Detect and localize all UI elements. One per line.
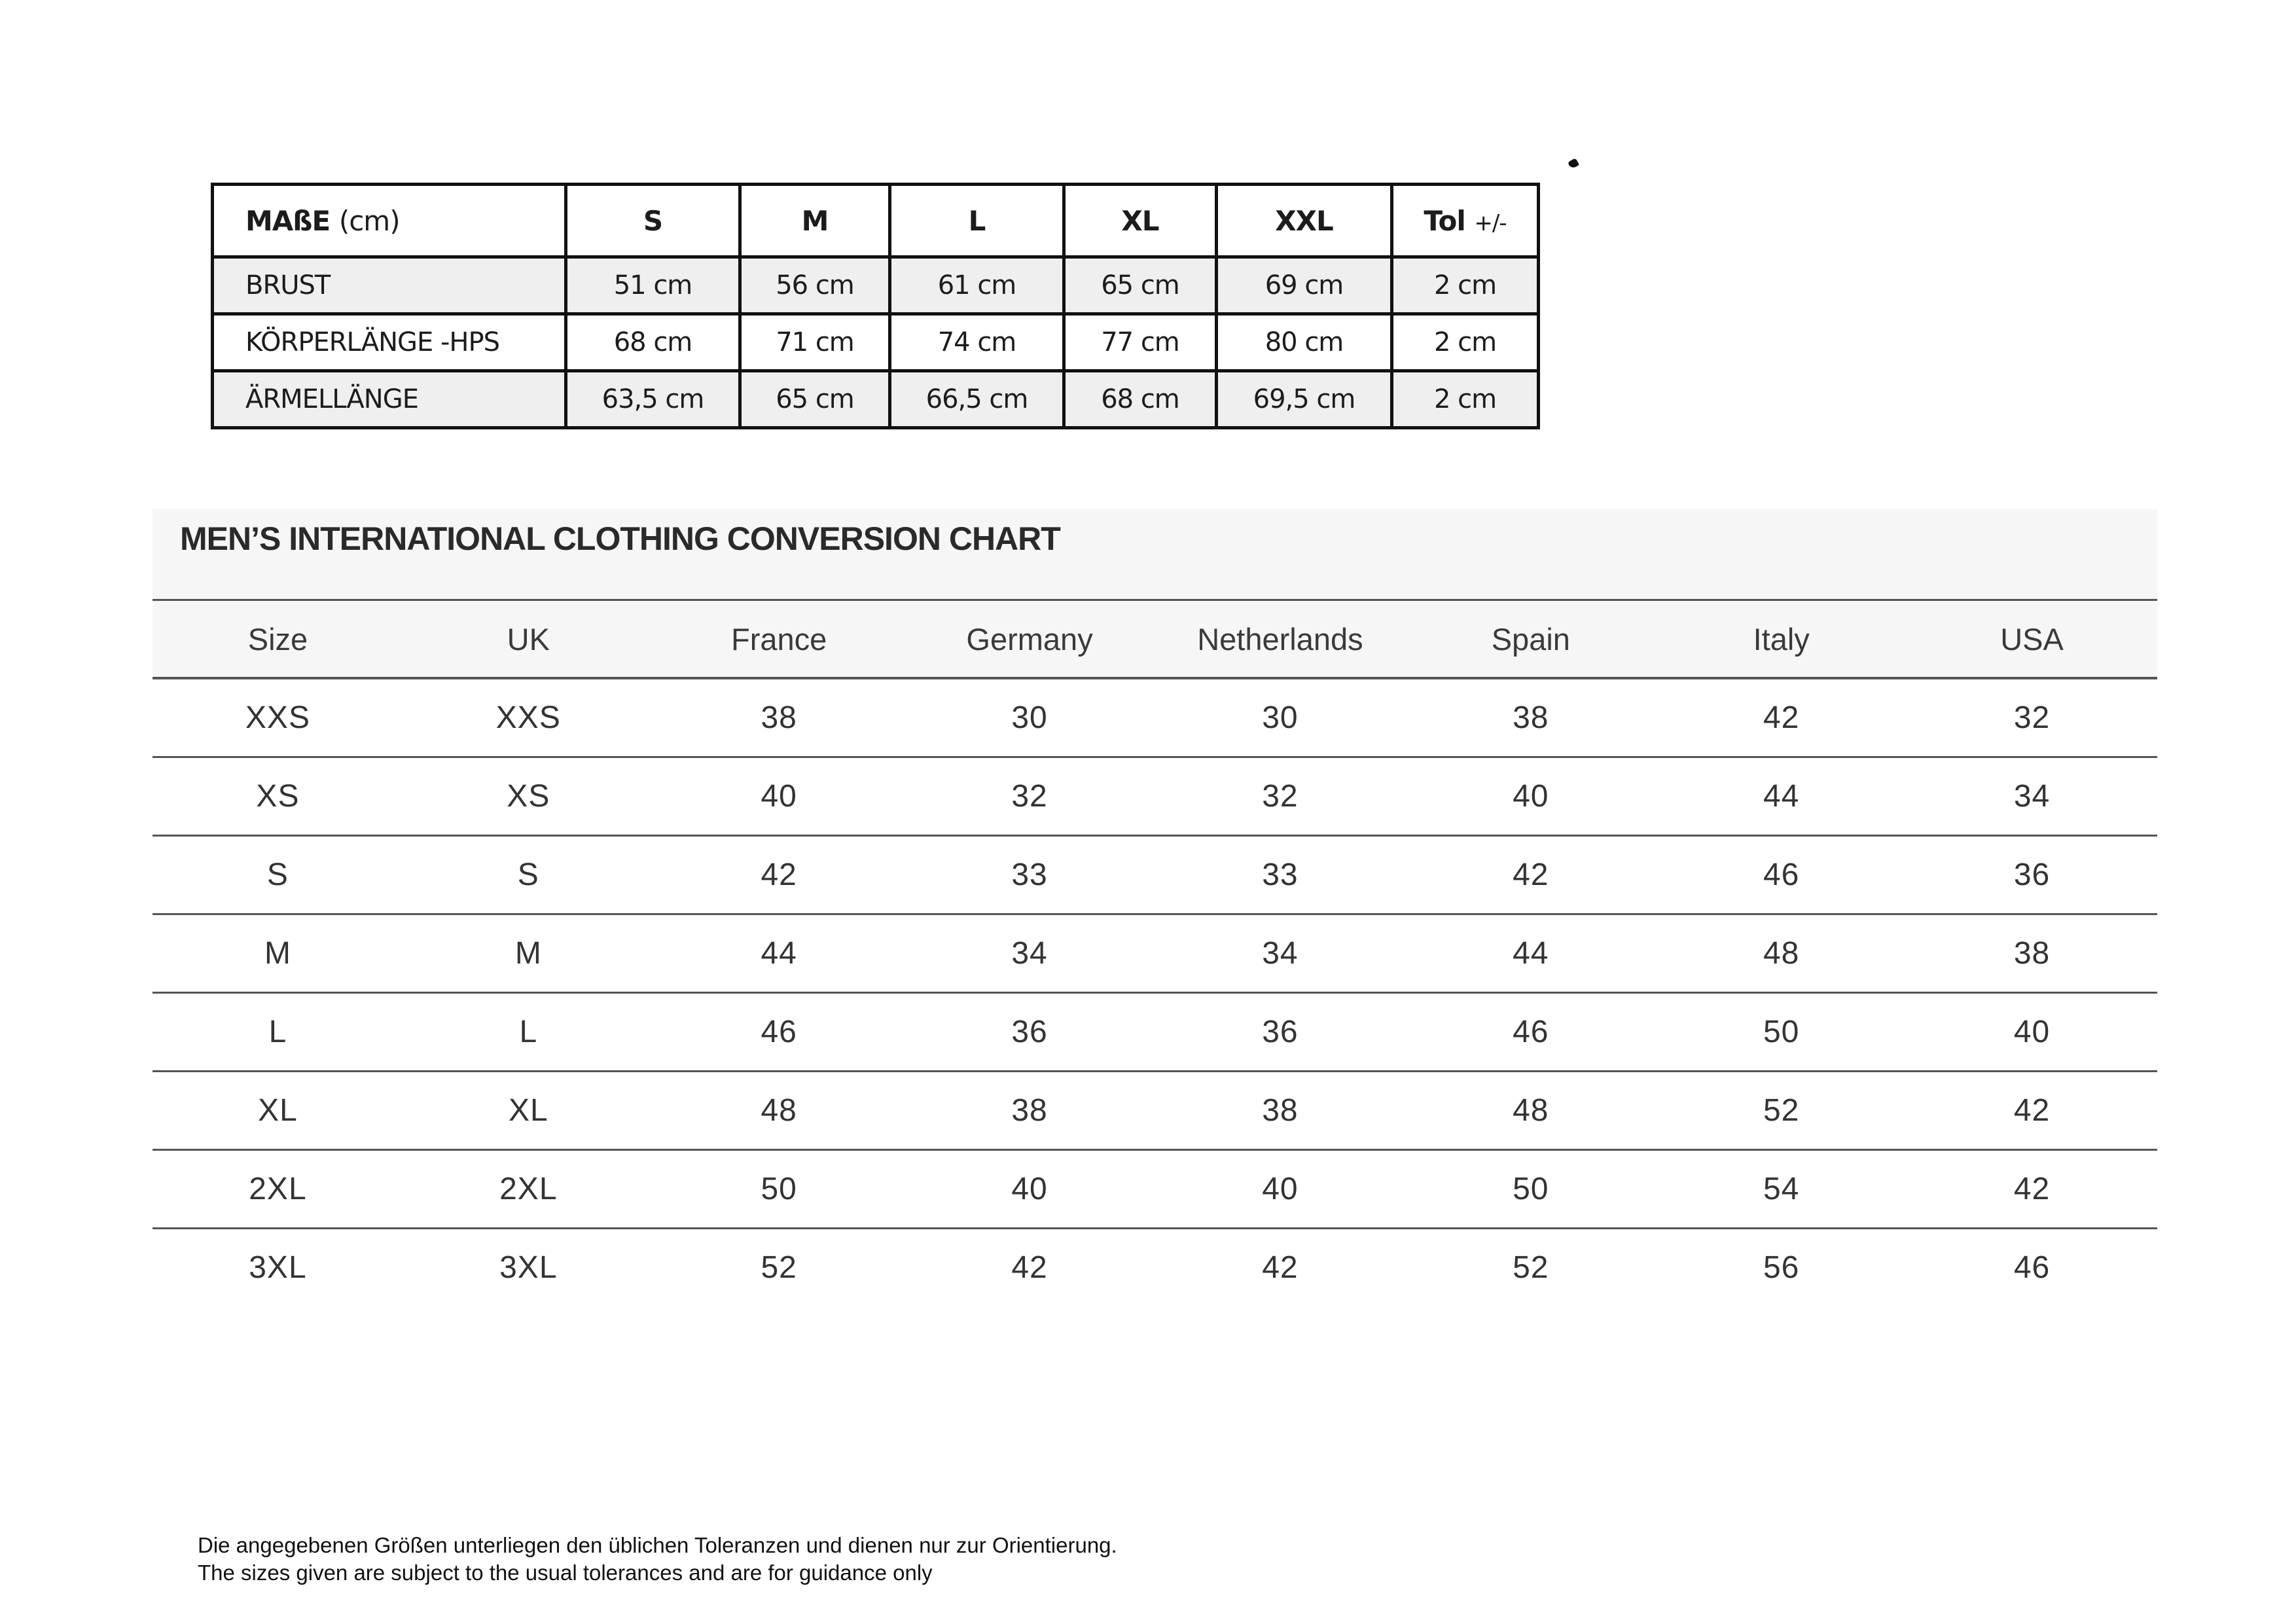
column-header-size: Size	[152, 601, 403, 678]
table-cell: XL	[152, 1072, 403, 1150]
table-cell: 56	[1763, 1250, 1800, 1285]
table-cell: 32	[1155, 757, 1406, 836]
measurement-cell: 61 cm	[890, 257, 1064, 314]
table-cell: 50	[1405, 1150, 1656, 1229]
table-cell: 46	[2013, 1250, 2051, 1285]
measurement-cell: 77 cm	[1064, 314, 1217, 371]
table-cell: 36	[905, 993, 1155, 1072]
table-cell: XL	[403, 1072, 654, 1150]
table-cell: 42	[1011, 1250, 1048, 1285]
table-cell: 50	[654, 1150, 905, 1229]
table-cell: 46	[1656, 836, 1907, 914]
tolerance-cell: 2 cm	[1392, 314, 1539, 371]
table-cell: 2XL	[403, 1150, 654, 1229]
stray-mark	[1568, 158, 1579, 169]
table-row	[152, 1150, 2157, 1229]
column-header-germany: Germany	[905, 601, 1155, 678]
table-cell: 40	[1155, 1150, 1406, 1229]
table-cell: 38	[1155, 1072, 1406, 1150]
table-cell: 30	[905, 678, 1155, 757]
size-header-xl: XL	[1064, 185, 1217, 257]
table-cell: 38	[654, 678, 905, 757]
table-cell: 34	[905, 914, 1155, 993]
table-cell: 48	[654, 1072, 905, 1150]
row-label: ÄRMELLÄNGE	[213, 371, 566, 428]
table-cell: 40	[654, 757, 905, 836]
table-cell: 46	[1405, 993, 1656, 1072]
table-cell: XS	[152, 757, 403, 836]
table-cell: 3XL	[499, 1250, 558, 1285]
measurement-row	[213, 257, 1539, 314]
table-cell: 40	[1405, 757, 1656, 836]
column-header-italy: Italy	[1656, 601, 1907, 678]
tolerance-header: Tol +/-	[1392, 185, 1539, 257]
measurement-row	[213, 314, 1539, 371]
column-header-netherlands: Netherlands	[1155, 601, 1406, 678]
conversion-body	[152, 678, 2157, 1306]
table-cell: 2XL	[152, 1150, 403, 1229]
table-cell: 44	[1405, 914, 1656, 993]
measurement-cell: 63,5 cm	[566, 371, 740, 428]
measurement-table	[211, 183, 1540, 429]
measurement-cell: 68 cm	[1064, 371, 1217, 428]
table-cell: 42	[654, 836, 905, 914]
table-cell: 42	[1262, 1250, 1299, 1285]
table-row	[152, 993, 2157, 1072]
measurement-row	[213, 371, 1539, 428]
table-cell: 44	[654, 914, 905, 993]
measurement-cell: 68 cm	[566, 314, 740, 371]
column-header-france: France	[654, 601, 905, 678]
table-cell: 32	[1907, 678, 2157, 757]
conversion-chart	[152, 509, 2157, 1306]
column-header-uk: UK	[403, 601, 654, 678]
table-row	[152, 1072, 2157, 1150]
table-cell: 44	[1656, 757, 1907, 836]
row-label: BRUST	[213, 257, 566, 314]
tolerance-cell: 2 cm	[1392, 257, 1539, 314]
table-cell: XXS	[152, 678, 403, 757]
table-cell: 42	[1656, 678, 1907, 757]
table-cell: 50	[1656, 993, 1907, 1072]
column-header-spain: Spain	[1405, 601, 1656, 678]
measurement-cell: 80 cm	[1217, 314, 1392, 371]
table-cell: 33	[905, 836, 1155, 914]
measurement-cell: 71 cm	[740, 314, 890, 371]
conversion-chart-title: MEN’S INTERNATIONAL CLOTHING CONVERSION CHART	[152, 509, 2157, 601]
table-cell: 48	[1656, 914, 1907, 993]
table-cell: 34	[1907, 757, 2157, 836]
table-cell: 36	[1907, 836, 2157, 914]
table-row	[152, 836, 2157, 914]
table-row	[152, 757, 2157, 836]
table-cell: 48	[1405, 1072, 1656, 1150]
table-cell: 42	[1405, 836, 1656, 914]
table-cell: 34	[1155, 914, 1406, 993]
table-cell: 42	[1907, 1072, 2157, 1150]
measurement-cell: 69,5 cm	[1217, 371, 1392, 428]
table-cell: 52	[1513, 1250, 1549, 1285]
measurement-header-row	[213, 185, 1539, 257]
table-row	[152, 1229, 2157, 1307]
measurement-header-label: MAßE (cm)	[213, 185, 566, 257]
table-cell: S	[152, 836, 403, 914]
table-cell: 38	[1405, 678, 1656, 757]
table-row	[152, 914, 2157, 993]
table-cell: 46	[654, 993, 905, 1072]
conversion-table	[152, 601, 2157, 1306]
table-cell: 52	[1656, 1072, 1907, 1150]
conversion-header-row	[152, 601, 2157, 678]
table-cell: M	[152, 914, 403, 993]
table-cell: 30	[1155, 678, 1406, 757]
measurement-cell: 74 cm	[890, 314, 1064, 371]
table-cell: 38	[1907, 914, 2157, 993]
measurement-cell: 65 cm	[1064, 257, 1217, 314]
size-header-s: S	[566, 185, 740, 257]
table-cell: 54	[1656, 1150, 1907, 1229]
table-cell: S	[403, 836, 654, 914]
measurement-cell: 69 cm	[1217, 257, 1392, 314]
table-cell: L	[403, 993, 654, 1072]
measurement-cell: 65 cm	[740, 371, 890, 428]
table-cell: XS	[403, 757, 654, 836]
table-cell: L	[152, 993, 403, 1072]
table-cell: 3XL	[249, 1250, 307, 1285]
table-cell: 40	[1907, 993, 2157, 1072]
footnote-german: Die angegebenen Größen unterliegen den üblichen Toleranzen und dienen nur zur Orientierung.	[198, 1533, 1117, 1557]
table-cell: M	[403, 914, 654, 993]
table-row	[152, 678, 2157, 757]
size-header-xxl: XXL	[1217, 185, 1392, 257]
footnote-english: The sizes given are subject to the usual tolerances and are for guidance only	[198, 1561, 933, 1585]
size-header-m: M	[740, 185, 890, 257]
measurement-cell: 51 cm	[566, 257, 740, 314]
table-cell: 36	[1155, 993, 1406, 1072]
table-cell: 38	[905, 1072, 1155, 1150]
measurement-cell: 66,5 cm	[890, 371, 1064, 428]
table-cell: 42	[1907, 1150, 2157, 1229]
table-cell: XXS	[403, 678, 654, 757]
tolerance-cell: 2 cm	[1392, 371, 1539, 428]
column-header-usa: USA	[1907, 601, 2157, 678]
table-cell: 52	[761, 1250, 797, 1285]
table-cell: 33	[1155, 836, 1406, 914]
row-label: KÖRPERLÄNGE -HPS	[213, 314, 566, 371]
measurement-cell: 56 cm	[740, 257, 890, 314]
table-cell: 32	[905, 757, 1155, 836]
size-header-l: L	[890, 185, 1064, 257]
table-cell: 40	[905, 1150, 1155, 1229]
